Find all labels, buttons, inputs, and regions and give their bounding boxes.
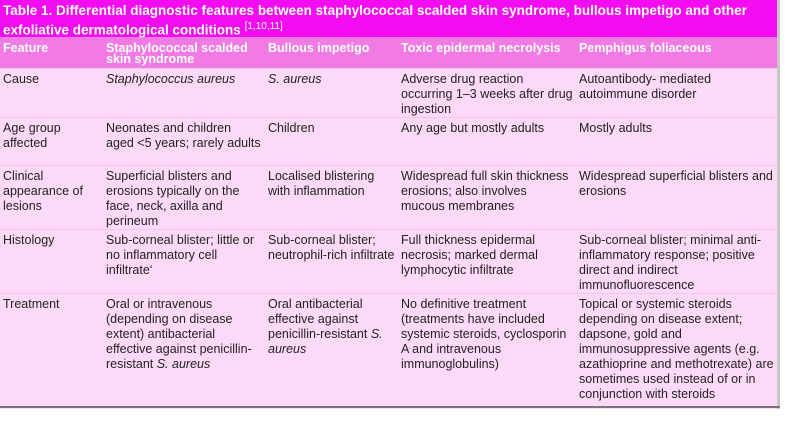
diagnostic-table bbox=[0, 37, 777, 442]
column-header: Bullous impetigo bbox=[265, 37, 398, 69]
table-cell bbox=[398, 294, 576, 442]
table-row bbox=[0, 166, 777, 230]
cell-text: Topical or systemic steroids depending on disease extent; dapsone, gold and immunosuppressive agents (e.g. azathioprine and methotrexate) are sometimes used instead of or in conjunction with steroids bbox=[579, 297, 774, 401]
row-label bbox=[0, 118, 103, 166]
table-cell bbox=[576, 294, 777, 442]
cell-text: Clinical appearance of lesions bbox=[3, 169, 83, 213]
row-label bbox=[0, 166, 103, 230]
caption-text: Table 1. Differential diagnostic features between staphylococcal scalded skin syndrome, bullous impetigo and other exfoliative dermatological conditions bbox=[3, 3, 747, 38]
cell-text: Children bbox=[268, 121, 315, 135]
table-cell bbox=[398, 69, 576, 118]
cell-text: Mostly adults bbox=[579, 121, 652, 135]
column-header: Staphylococcal scalded skin syndrome bbox=[103, 37, 265, 69]
table-cell bbox=[265, 69, 398, 118]
cell-text: Widespread full skin thickness erosions; also involves mucous membranes bbox=[401, 169, 569, 213]
table-cell bbox=[265, 118, 398, 166]
row-label bbox=[0, 294, 103, 442]
column-header: Feature bbox=[0, 37, 103, 69]
cell-text: Cause bbox=[3, 72, 40, 86]
column-header: Toxic epidermal necrolysis bbox=[398, 37, 576, 69]
cell-text: Adverse drug reaction occurring 1–3 weeks after drug ingestion bbox=[401, 72, 573, 116]
cell-text: Oral or intravenous (depending on disease extent) antibacterial effective against penicillin-resistant bbox=[106, 297, 252, 371]
table-caption bbox=[0, 0, 777, 37]
header-row bbox=[0, 37, 777, 69]
cell-text: Any age but mostly adults bbox=[401, 121, 545, 135]
column-header: Pemphigus foliaceous bbox=[576, 37, 777, 69]
table-cell bbox=[103, 294, 265, 442]
table-cell bbox=[265, 166, 398, 230]
caption-references: [1,10,11] bbox=[244, 21, 283, 32]
cell-text: Sub-corneal blister; minimal anti-inflammatory response; positive direct and indirect immunofluorescence bbox=[579, 233, 762, 292]
table-cell bbox=[398, 118, 576, 166]
table-row bbox=[0, 230, 777, 294]
cell-text: Sub-corneal blister; little or no inflammatory cell infiltrate‘ bbox=[106, 233, 254, 277]
table-cell bbox=[576, 118, 777, 166]
table-cell bbox=[576, 69, 777, 118]
table-cell bbox=[103, 230, 265, 294]
table-cell bbox=[576, 230, 777, 294]
cell-text: No definitive treatment (treatments have included systemic steroids, cyclosporin A and intravenous immunoglobulins) bbox=[401, 297, 567, 371]
table-cell bbox=[398, 166, 576, 230]
cell-text: S. aureus bbox=[156, 357, 211, 371]
table-row bbox=[0, 294, 777, 442]
cell-text: Histology bbox=[3, 233, 55, 247]
table-cell bbox=[265, 294, 398, 442]
row-label bbox=[0, 230, 103, 294]
table-cell bbox=[576, 166, 777, 230]
table-cell bbox=[265, 230, 398, 294]
cell-text: Staphylococcus aureus bbox=[106, 72, 236, 86]
cell-text: Oral antibacterial effective against penicillin-resistant bbox=[268, 297, 371, 341]
bottom-rule bbox=[0, 406, 780, 408]
cell-text: Autoantibody- mediated autoimmune disorder bbox=[579, 72, 712, 101]
table-row bbox=[0, 118, 777, 166]
cell-text: Age group affected bbox=[3, 121, 61, 150]
table-cell bbox=[103, 166, 265, 230]
cell-text: Treatment bbox=[3, 297, 60, 311]
cell-text: S. aureus bbox=[268, 327, 383, 356]
cell-text: Widespread superficial blisters and erosions bbox=[579, 169, 773, 198]
row-label bbox=[0, 69, 103, 118]
cell-text: Localised blistering with inflammation bbox=[268, 169, 375, 198]
table-cell bbox=[103, 118, 265, 166]
cell-text: Neonates and children aged <5 years; rarely adults bbox=[106, 121, 261, 150]
table-cell bbox=[103, 69, 265, 118]
cell-text: Superficial blisters and erosions typically on the face, neck, axilla and perineum bbox=[106, 169, 240, 228]
cell-text: S. aureus bbox=[268, 72, 322, 86]
cell-text: Sub-corneal blister; neutrophil-rich infiltrate bbox=[268, 233, 395, 262]
table-cell bbox=[398, 230, 576, 294]
cell-text: Full thickness epidermal necrosis; marked dermal lymphocytic infiltrate bbox=[401, 233, 538, 277]
table-row bbox=[0, 69, 777, 118]
